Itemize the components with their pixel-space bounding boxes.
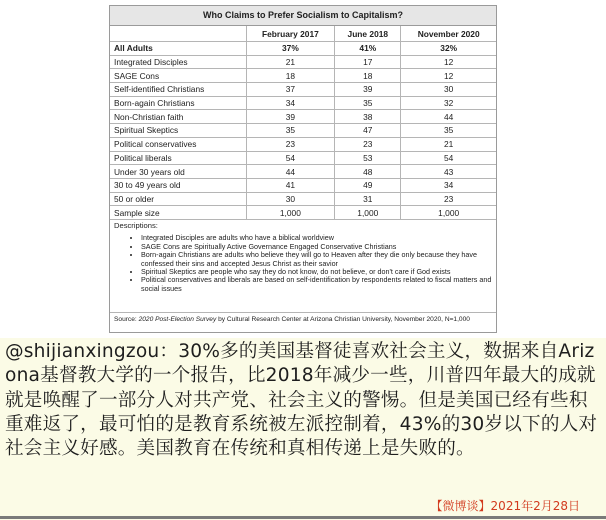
row-label: Non-Christian faith bbox=[110, 110, 246, 124]
row-value: 12 bbox=[401, 69, 496, 83]
table-row bbox=[110, 206, 496, 220]
footer-divider bbox=[0, 516, 606, 519]
table-row bbox=[110, 137, 496, 151]
table-row bbox=[110, 124, 496, 138]
row-label: Born-again Christians bbox=[110, 96, 246, 110]
row-value: 54 bbox=[246, 151, 335, 165]
description-item: • Born-again Christians are adults who believe they will go to Heaven after they die only because they have confessed their sins and accepted Jesus Christ as their savior bbox=[141, 251, 492, 268]
row-value: 30 bbox=[401, 83, 496, 97]
row-value: 39 bbox=[335, 83, 401, 97]
row-value: 17 bbox=[335, 55, 401, 69]
survey-table bbox=[110, 26, 496, 220]
table-title: Who Claims to Prefer Socialism to Capitalism? bbox=[110, 6, 496, 26]
description-item: • Political conservatives and liberals are based on self-identification by respondents related to fiscal matters and social issues bbox=[141, 276, 492, 293]
table-body bbox=[110, 42, 496, 220]
row-value: 49 bbox=[335, 178, 401, 192]
row-value: 1,000 bbox=[246, 206, 335, 220]
footer-attribution: 【微博谈】2021年2月28日 bbox=[430, 499, 580, 513]
row-value: 48 bbox=[335, 165, 401, 179]
header-cell-3: November 2020 bbox=[401, 26, 496, 42]
description-item: • SAGE Cons are Spiritually Active Governance Engaged Conservative Christians bbox=[141, 243, 492, 251]
row-label: Self-identified Christians bbox=[110, 83, 246, 97]
row-value: 44 bbox=[401, 110, 496, 124]
row-label: Integrated Disciples bbox=[110, 55, 246, 69]
row-value: 21 bbox=[246, 55, 335, 69]
row-value: 1,000 bbox=[335, 206, 401, 220]
post-text: @shijianxingzou：30%多的美国基督徒喜欢社会主义，数据来自Arizona基督教大学的一个报告，比2018年减少一些，川普四年最大的成就就是唤醒了一部分人对共产党、社会主义的警惕。但是美国已经有些积重难返了，最可怕的是教育系统被左派控制着，43%的30岁以下的人对社会主义好感。美国教育在传统和真相传递上是失败的。 bbox=[5, 341, 598, 460]
descriptions-title: Descriptions: bbox=[114, 220, 158, 230]
row-value: 53 bbox=[335, 151, 401, 165]
header-cell-2: June 2018 bbox=[335, 26, 401, 42]
table-row bbox=[110, 151, 496, 165]
row-value: 35 bbox=[246, 124, 335, 138]
row-value: 21 bbox=[401, 137, 496, 151]
row-value: 12 bbox=[401, 55, 496, 69]
description-item: • Integrated Disciples are adults who have a biblical worldview bbox=[141, 234, 492, 242]
row-value: 39 bbox=[246, 110, 335, 124]
survey-table-card bbox=[109, 5, 497, 333]
source-label: Source: bbox=[114, 315, 139, 323]
row-label: Under 30 years old bbox=[110, 165, 246, 179]
row-value: 32% bbox=[401, 42, 496, 56]
table-row bbox=[110, 178, 496, 192]
row-value: 43 bbox=[401, 165, 496, 179]
header-cell-label bbox=[110, 26, 246, 42]
row-value: 41 bbox=[246, 178, 335, 192]
row-value: 23 bbox=[246, 137, 335, 151]
source-survey-name: 2020 Post-Election Survey bbox=[138, 315, 217, 323]
table-row bbox=[110, 83, 496, 97]
row-value: 47 bbox=[335, 124, 401, 138]
row-value: 30 bbox=[246, 192, 335, 206]
row-label: 50 or older bbox=[110, 192, 246, 206]
row-value: 32 bbox=[401, 96, 496, 110]
source-details: by Cultural Research Center at Arizona Christian University, November 2020, N=1,000 bbox=[216, 315, 470, 323]
row-value: 18 bbox=[335, 69, 401, 83]
row-value: 35 bbox=[335, 96, 401, 110]
row-label: Political liberals bbox=[110, 151, 246, 165]
descriptions-section bbox=[110, 220, 496, 313]
row-value: 41% bbox=[335, 42, 401, 56]
row-value: 23 bbox=[335, 137, 401, 151]
table-row bbox=[110, 69, 496, 83]
row-label: Spiritual Skeptics bbox=[110, 124, 246, 138]
row-value: 18 bbox=[246, 69, 335, 83]
row-value: 35 bbox=[401, 124, 496, 138]
header-cell-1: February 2017 bbox=[246, 26, 335, 42]
table-row bbox=[110, 42, 496, 56]
row-value: 34 bbox=[246, 96, 335, 110]
table-row bbox=[110, 96, 496, 110]
row-label: Sample size bbox=[110, 206, 246, 220]
row-value: 37% bbox=[246, 42, 335, 56]
row-label: All Adults bbox=[110, 42, 246, 56]
row-value: 37 bbox=[246, 83, 335, 97]
table-row bbox=[110, 110, 496, 124]
row-value: 38 bbox=[335, 110, 401, 124]
table-header-row bbox=[110, 26, 496, 42]
row-label: 30 to 49 years old bbox=[110, 178, 246, 192]
row-value: 23 bbox=[401, 192, 496, 206]
row-value: 31 bbox=[335, 192, 401, 206]
table-row bbox=[110, 55, 496, 69]
table-row bbox=[110, 165, 496, 179]
table-row bbox=[110, 192, 496, 206]
source-note bbox=[110, 313, 496, 326]
row-value: 1,000 bbox=[401, 206, 496, 220]
row-value: 44 bbox=[246, 165, 335, 179]
description-item: • Spiritual Skeptics are people who say they do not know, do not believe, or don't care if God exists bbox=[141, 268, 492, 276]
row-label: Political conservatives bbox=[110, 137, 246, 151]
descriptions-list bbox=[114, 234, 492, 293]
row-value: 54 bbox=[401, 151, 496, 165]
row-label: SAGE Cons bbox=[110, 69, 246, 83]
row-value: 34 bbox=[401, 178, 496, 192]
